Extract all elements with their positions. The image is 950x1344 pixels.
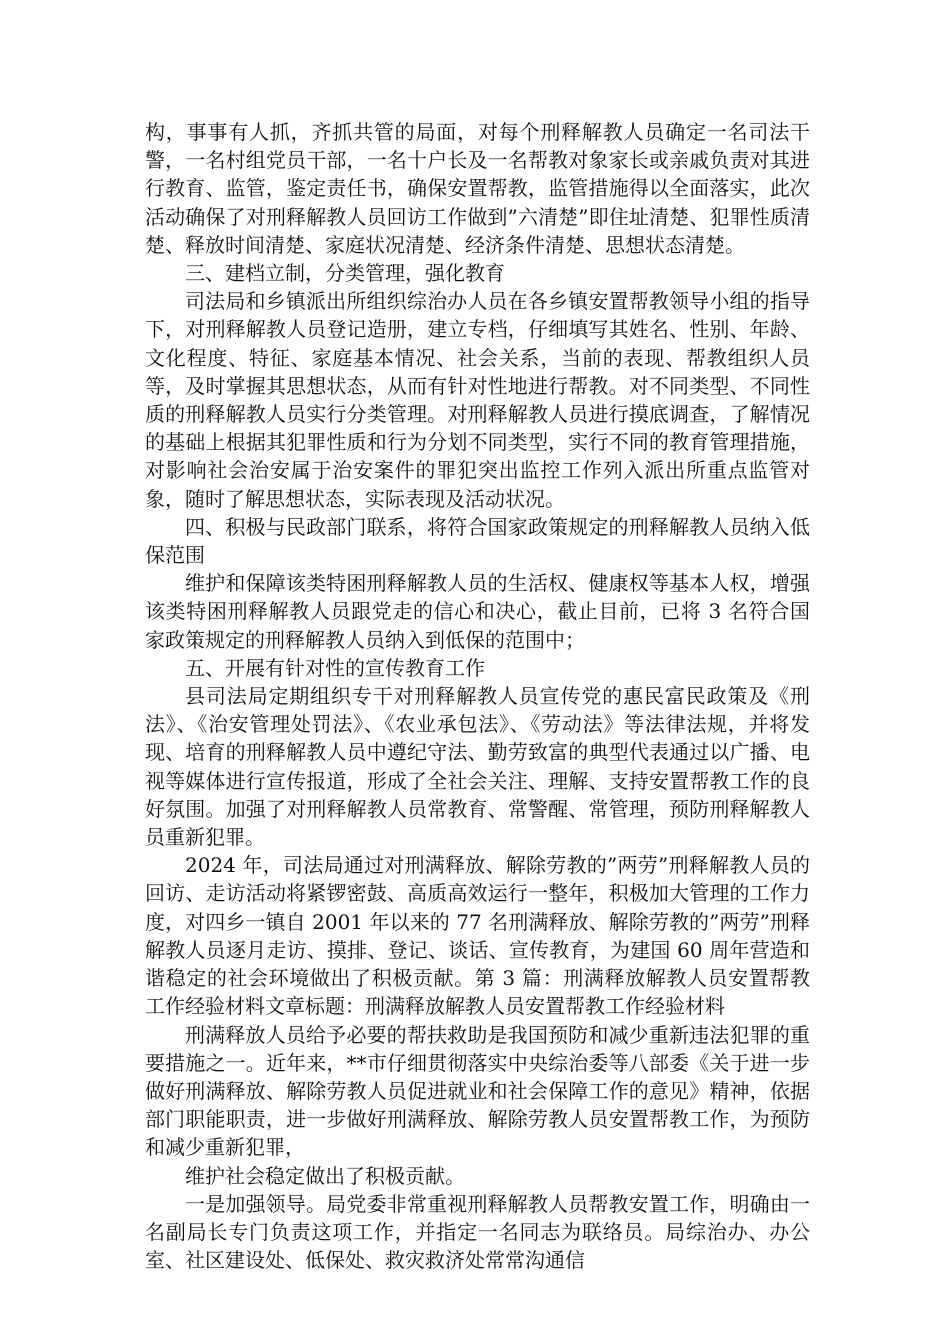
paragraph-rights: 维护和保障该类特困刑释解教人员的生活权、健康权等基本人权，增强该类特困刑释解教人员跟党走的信心和决心，截止目前，已将 3 名符合国家政策规定的刑释解教人员纳入到低保的范围中； bbox=[145, 571, 810, 652]
paragraph-publicity: 县司法局定期组织专干对刑释解教人员宣传党的惠民富民政策及《刑法》、《治安管理处罚法》、《农业承包法》、《劳动法》等法律法规，并将发现、培育的刑释解教人员中遵纪守法、勤劳致富的典型代表通过以广播、电视等媒体进行宣传报道，形成了全社会关注、理解、支持安置帮教工作的良好氛围。加强了对刑释解教人员常教育、常警醒、常管理，预防刑释解教人员重新犯罪。 bbox=[145, 684, 810, 850]
paragraph-stability: 维护社会稳定做出了积极贡献。 bbox=[185, 1163, 465, 1188]
section-heading-3: 三、建档立制，分类管理，强化教育 bbox=[185, 261, 505, 286]
paragraph-archive: 司法局和乡镇派出所组织综治办人员在各乡镇安置帮教领导小组的指导下，对刑释解教人员登记造册，建立专档，仔细填写其姓名、性别、年龄、文化程度、特征、家庭基本情况、社会关系，当前的表现、帮教组织人员等，及时掌握其思想状态，从而有针对性地进行帮教。对不同类型、不同性质的刑释解教人员实行分类管理。对刑释解教人员进行摸底调查，了解情况的基础上根据其犯罪性质和行为分划不同类型，实行不同的教育管理措施，对影响社会治安属于治安案件的罪犯突出监控工作列入派出所重点监管对象，随时了解思想状态，实际表现及活动状况。 bbox=[145, 289, 810, 511]
paragraph-continuation: 构，事事有人抓，齐抓共管的局面，对每个刑释解教人员确定一名司法干警，一名村组党员干部，一名十户长及一名帮教对象家长或亲戚负责对其进行教育、监管，鉴定责任书，确保安置帮教，监管措施得以全面落实，此次活动确保了对刑释解教人员回访工作做到”六清楚”即住址清楚、犯罪性质清楚、释放时间清楚、家庭状况清楚、经济条件清楚、思想状态清楚。 bbox=[145, 120, 810, 257]
paragraph-leadership: 一是加强领导。局党委非常重视刑释解教人员帮教安置工作，明确由一名副局长专门负责这项工作，并指定一名同志为联络员。局综治办、办公室、社区建设处、低保处、救灾救济处常常沟通信 bbox=[145, 1191, 810, 1273]
document-page bbox=[145, 118, 810, 1274]
section-heading-5: 五、开展有针对性的宣传教育工作 bbox=[185, 655, 485, 680]
section-heading-4: 四、积极与民政部门联系，将符合国家政策规定的刑释解教人员纳入低保范围 bbox=[145, 514, 810, 568]
paragraph-2024: 2024 年，司法局通过对刑满释放、解除劳教的”两劳”刑释解教人员的回访、走访活动将紧锣密鼓、高质高效运行一整年，积极加大管理的工作力度，对四乡一镇自 2001 年以来的 77 名刑满释放、解除劳教的”两劳”刑释解教人员逐月走访、摸排、登记、谈话、宣传教育，为建国 60 周年营造和谐稳定的社会环境做出了积极贡献。第 3 篇：刑满释放解教人员安置帮教工作经验材料文章标题：刑满释放解教人员安置帮教工作经验材料 bbox=[145, 853, 810, 1019]
paragraph-assistance: 刑满释放人员给予必要的帮扶救助是我国预防和减少重新违法犯罪的重要措施之一。近年来，**市仔细贯彻落实中央综治委等八部委《关于进一步做好刑满释放、解除劳教人员促进就业和社会保障工作的意见》精神，依据部门职能职责，进一步做好刑满释放、解除劳教人员安置帮教工作，为预防和减少重新犯罪， bbox=[145, 1022, 810, 1160]
